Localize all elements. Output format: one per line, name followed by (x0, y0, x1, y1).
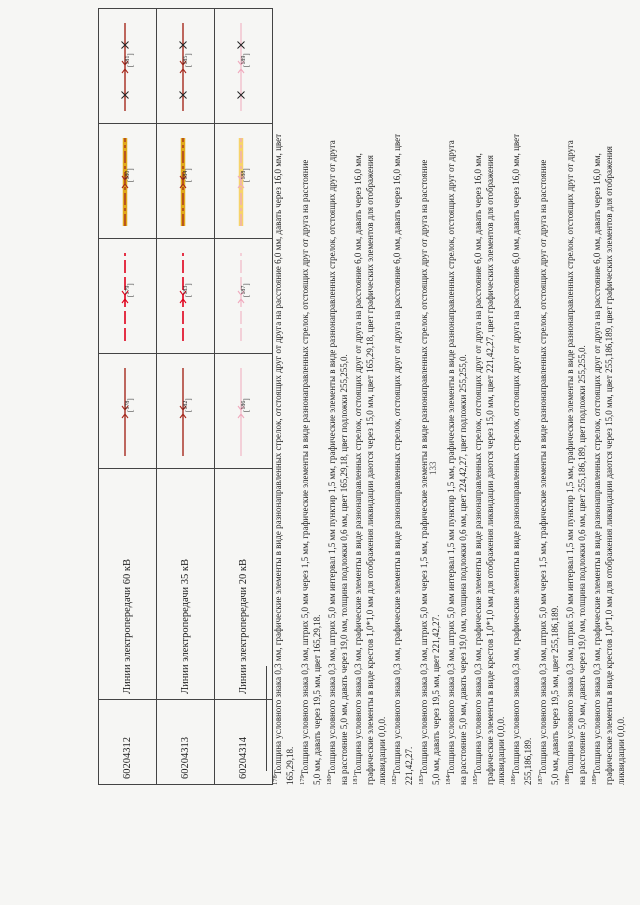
footnote-ref-number: 187 (241, 285, 247, 295)
footnote-number: 180 (325, 775, 333, 785)
footnote-line (377, 15, 389, 785)
footnote-line (508, 15, 523, 785)
footnote-number: 187 (537, 775, 545, 785)
footnote-ref-number: 183 (183, 285, 189, 295)
footnote-text: 165,29,18. (284, 746, 295, 785)
footnote-number: 186 (510, 775, 518, 785)
footnote-text: Толщина условного знака 0,3 мм, штрих 5,0 мм через 1,5 мм, графические элементы в виде разнонаправленных стрелок, отстоящих друг от друга на расстояние (418, 159, 429, 776)
footnote-number: 189 (590, 775, 598, 785)
footnote-line (365, 15, 377, 785)
footnote-text: Толщина условного знака 0,3 мм, графические элементы в виде разнонаправленных стрелок, отстоящих друг от друга на расстояние 6,0 мм, давать через 16,0 мм, (353, 153, 364, 776)
footnote-text: ликвидации 0,0,0. (496, 716, 507, 785)
footnote-text: Толщина условного знака 0,3 мм, штрих 5,0 мм через 1,5 мм, графические элементы в виде разнонаправленных стрелок, отстоящих друг от друга на расстояние (538, 159, 549, 776)
footnote-separator (266, 666, 267, 771)
footnote-number: 181 (352, 775, 360, 785)
footnote-line (389, 15, 404, 785)
footnote-ref-number: 181 (125, 55, 131, 65)
footnotes (270, 15, 627, 785)
footnote-ref-number: 178 (125, 400, 131, 410)
footnote-line (577, 15, 589, 785)
symbol-cell (99, 354, 157, 469)
footnote-text: графические элементы в виде крестов 1,0*1,0 мм для отображения ликвидации даются через 15,0 мм, цвет 165,29,18, цвет графических элементов для отображения (365, 155, 376, 785)
symbol-cell (99, 124, 157, 239)
footnote-text: 5,0 мм, давать через 19,5 мм, цвет 255,186,189. (550, 605, 561, 785)
object-code: 60204312 (99, 700, 157, 785)
footnote-line (604, 15, 616, 785)
footnote-line (339, 15, 351, 785)
footnote-line (550, 15, 562, 785)
footnote-line (297, 15, 312, 785)
footnote-line (443, 15, 458, 785)
footnote-ref: [$^{188}$] (241, 168, 251, 182)
footnote-text: Толщина условного знака 0,3 мм, штрих 5,0 мм интервал 1,5 мм пунктир 1,5 мм, графические элементы в виде разнонаправленных стрелок, отстоящих друг от друга (445, 140, 456, 776)
legend-table (98, 8, 273, 785)
footnote-ref-number: 184 (183, 170, 189, 180)
footnote-line (562, 15, 577, 785)
footnote-ref-number: 180 (125, 170, 131, 180)
footnote-ref: [$^{183}$] (183, 283, 193, 297)
object-name: Линии электропередачи 35 кВ (157, 469, 215, 700)
object-name: Линии электропередачи 20 кВ (215, 469, 273, 700)
footnote-line (416, 15, 431, 785)
footnote-line (324, 15, 339, 785)
footnote-text: графические элементы в виде крестов 1,0*1,0 мм для отображения ликвидации даются через 15,0 мм, цвет 255,186,189, цвет графических элементов для отображения (603, 146, 614, 785)
symbol-cell (157, 354, 215, 469)
footnote-text: на расстояние 5,0 мм, давать через 19,0 мм, толщина подложки 0,6 мм, цвет 224,42,27, цвет подложки 255,255,0. (457, 354, 468, 785)
footnote-number: 183 (417, 775, 425, 785)
footnote-ref: [$^{189}$] (241, 53, 251, 67)
footnote-text: Толщина условного знака 0,3 мм, графические элементы в виде разнонаправленных стрелок, отстоящих друг от друга на расстояние 6,0 мм, давать через 16,0 мм, цвет (273, 133, 283, 776)
footnote-ref-number: 189 (241, 55, 247, 65)
object-code: 60204313 (157, 700, 215, 785)
legend-row (157, 9, 215, 785)
footnote-ref: [$^{179}$] (125, 283, 135, 297)
footnote-line (312, 15, 324, 785)
footnote-text: 5,0 мм, давать через 19,5 мм, цвет 221,42,27. (430, 614, 441, 785)
footnote-line (458, 15, 470, 785)
footnote-line (616, 15, 628, 785)
footnote-line (285, 15, 297, 785)
legend-row (99, 9, 157, 785)
symbol-cell (215, 9, 273, 124)
footnote-number: 188 (563, 775, 571, 785)
footnote-number: 178 (272, 775, 279, 785)
symbol-cell (215, 124, 273, 239)
footnote-ref: [$^{185}$] (183, 53, 193, 67)
footnote-ref: [$^{181}$] (125, 53, 135, 67)
footnote-text: 5,0 мм, давать через 19,5 мм, цвет 165,29,18. (311, 614, 322, 785)
footnote-text: Толщина условного знака 0,3 мм, графические элементы в виде разнонаправленных стрелок, отстоящих друг от друга на расстояние 6,0 мм, давать через 16,0 мм, (591, 153, 602, 776)
footnote-ref: [$^{182}$] (183, 398, 193, 412)
object-name: Линии электропередачи 60 кВ (99, 469, 157, 700)
symbol-cell (215, 354, 273, 469)
symbol-cell (215, 239, 273, 354)
footnote-line (523, 15, 535, 785)
footnote-ref: [$^{184}$] (183, 168, 193, 182)
symbol-cell (157, 9, 215, 124)
footnote-ref: [$^{186}$] (241, 398, 251, 412)
footnote-ref: [$^{178}$] (125, 398, 135, 412)
footnote-text: на расстояние 5,0 мм, давать через 19,0 мм, толщина подложки 0,6 мм, цвет 165,29,18, цвет подложки 255,255,0. (338, 354, 349, 785)
footnote-text: Толщина условного знака 0,3 мм, графические элементы в виде разнонаправленных стрелок, отстоящих друг от друга на расстояние 6,0 мм, давать через 16,0 мм, (472, 153, 483, 776)
object-code: 60204314 (215, 700, 273, 785)
legend-row (215, 9, 273, 785)
footnote-text: Толщина условного знака 0,3 мм, графические элементы в виде разнонаправленных стрелок, отстоящих друг от друга на расстояние 6,0 мм, давать через 16,0 мм, цвет (392, 133, 403, 776)
footnote-line (496, 15, 508, 785)
footnote-ref-number: 186 (241, 400, 247, 410)
footnote-ref-number: 185 (183, 55, 189, 65)
footnote-line (431, 15, 443, 785)
footnote-text: Толщина условного знака 0,3 мм, штрих 5,0 мм через 1,5 мм, графические элементы в виде разнонаправленных стрелок, отстоящих друг от друга на расстояние (299, 159, 310, 776)
footnote-number: 182 (391, 775, 399, 785)
footnote-number: 184 (444, 775, 452, 785)
footnote-ref-number: 188 (241, 170, 247, 180)
footnote-line (485, 15, 497, 785)
footnote-number: 185 (471, 775, 479, 785)
symbol-cell (99, 239, 157, 354)
footnote-number: 179 (298, 775, 306, 785)
footnote-text: Толщина условного знака 0,3 мм, штрих 5,0 мм интервал 1,5 мм пунктир 1,5 мм, графические элементы в виде разнонаправленных стрелок, отстоящих друг от друга (564, 140, 575, 776)
footnote-line (470, 15, 485, 785)
footnote-text: на расстояние 5,0 мм, давать через 19,0 мм, толщина подложки 0,6 мм, цвет 255,186,189, цвет подложки 255,255,0. (576, 345, 587, 785)
footnote-line (589, 15, 604, 785)
footnote-text: 255,186,189. (523, 737, 534, 785)
footnote-line (270, 15, 285, 785)
footnote-line (535, 15, 550, 785)
footnote-ref-number: 182 (183, 400, 189, 410)
footnote-text: графические элементы в виде крестов 1,0*1,0 мм для отображения ликвидации даются через 15,0 мм, цвет 221,42,27, цвет графических элементов для отображения (484, 155, 495, 785)
footnote-ref: [$^{180}$] (125, 168, 135, 182)
footnote-line (350, 15, 365, 785)
page-number: 133 (428, 461, 438, 475)
footnote-text: Толщина условного знака 0,3 мм, графические элементы в виде разнонаправленных стрелок, отстоящих друг от друга на расстояние 6,0 мм, давать через 16,0 мм, цвет (511, 133, 522, 776)
symbol-cell (99, 9, 157, 124)
footnote-ref-number: 179 (125, 285, 131, 295)
footnote-text: ликвидации 0,0,0. (615, 716, 626, 785)
footnote-line (404, 15, 416, 785)
footnote-text: Толщина условного знака 0,3 мм, штрих 5,0 мм интервал 1,5 мм пунктир 1,5 мм, графические элементы в виде разнонаправленных стрелок, отстоящих друг от друга (326, 140, 337, 776)
footnote-text: 221,42,27. (404, 746, 415, 785)
footnote-ref: [$^{187}$] (241, 283, 251, 297)
symbol-cell (157, 239, 215, 354)
footnote-text: ликвидации 0,0,0. (377, 716, 388, 785)
symbol-cell (157, 124, 215, 239)
